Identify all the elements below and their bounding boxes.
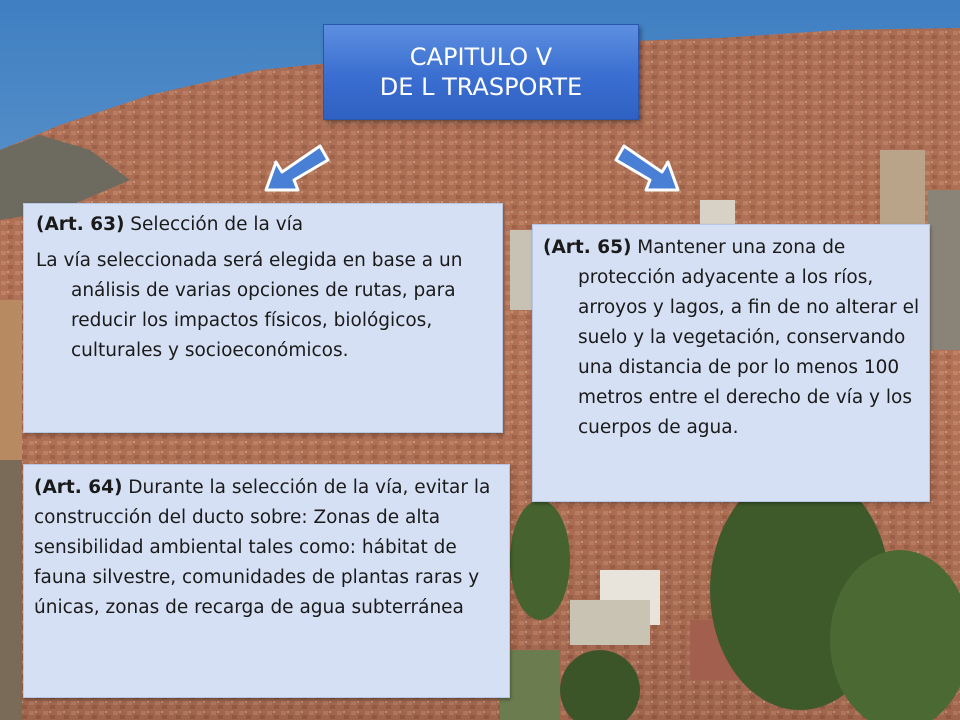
article-65-ref: (Art. 65) (543, 237, 632, 258)
article-63-ref: (Art. 63) (36, 214, 125, 235)
article-64-body: Durante la selección de la vía, evitar la construcción del ducto sobre: Zonas de alta sensibilidad ambiental tales como: hábitat de fauna silvestre, comunidades de plantas raras y únicas, zonas de recarga de agua subterránea (34, 477, 491, 618)
chapter-title-box (323, 24, 639, 120)
arrow-down-left-icon (258, 140, 330, 196)
article-64-ref: (Art. 64) (34, 477, 123, 498)
arrow-down-right-icon (614, 140, 686, 196)
article-63-body: La vía seleccionada será elegida en base a un análisis de varias opciones de rutas, para reducir los impactos físicos, biológicos, culturales y socioeconómicos. (36, 250, 463, 361)
article-65-text (543, 233, 921, 443)
article-64-box (23, 464, 510, 698)
article-65-box (532, 224, 930, 502)
chapter-title-line1: CAPITULO V (409, 43, 553, 71)
article-65-body: Mantener una zona de protección adyacente a los ríos, arroyos y lagos, a fin de no alterar el suelo y la vegetación, conservando una distancia de por lo menos 100 metros entre el derecho de vía y los cuerpos de agua. (578, 237, 920, 438)
article-63-heading (36, 210, 492, 240)
chapter-title-line2: DE L TRASPORTE (379, 73, 583, 101)
article-63-title: Selección de la vía (124, 214, 304, 235)
article-63-box (23, 203, 503, 433)
article-64-text (34, 473, 501, 623)
